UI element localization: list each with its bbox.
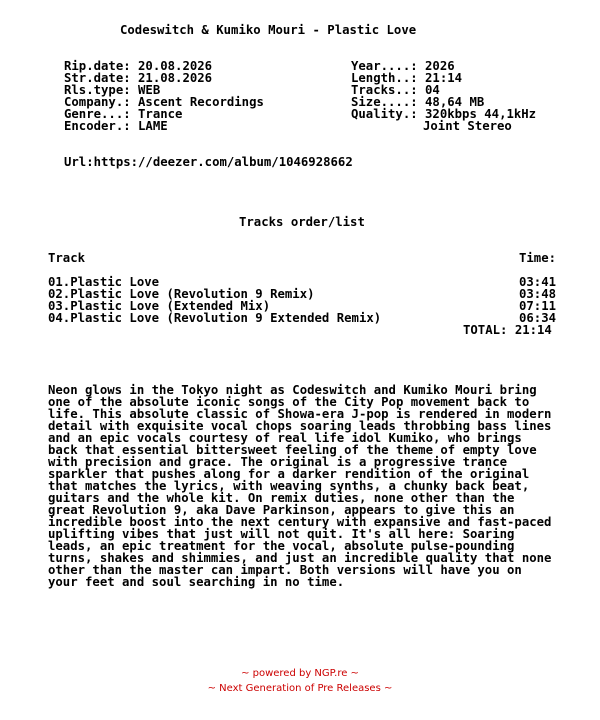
description-line: incredible boost into the next century with expansive and fast-paced [48,515,552,529]
description-line: guitars and the whole kit. On remix duties, none other than the [48,491,515,505]
footer-tagline: ~ Next Generation of Pre Releases ~ [207,683,393,694]
description-line: life. This absolute classic of Showa-era J-pop is rendered in modern [48,407,552,421]
description-line: Neon glows in the Tokyo night as Codeswitch and Kumiko Mouri bring [48,383,537,397]
size: Size....: 48,64 MB [351,95,485,109]
description-line: turns, shakes and shimmies, and just an incredible quality that none [48,551,552,565]
track-title: 04.Plastic Love (Revolution 9 Extended Remix) [48,311,382,325]
track-column-header: Track [48,251,86,265]
rip-date: Rip.date: 20.08.2026 [64,59,213,73]
rls-type: Rls.type: WEB [64,83,161,97]
genre: Genre...: Trance [64,107,183,121]
encoder: Encoder.: LAME [64,119,168,133]
description-line: other than the master can impart. Both versions will have you on [48,563,522,577]
description-line: leads, an epic treatment for the vocal, absolute pulse-pounding [48,539,515,553]
company: Company.: Ascent Recordings [64,95,264,109]
description-line: your feet and soul searching in no time. [48,575,345,589]
footer-powered-by: ~ powered by NGP.re ~ [241,668,359,679]
tracklist-heading: Tracks order/list [239,215,365,229]
stereo-mode: Joint Stereo [423,119,512,133]
description-line: sparkler that pushes along for a darker rendition of the original [48,467,530,481]
track-title: 01.Plastic Love [48,275,160,289]
track-title: 03.Plastic Love (Extended Mix) [48,299,271,313]
str-date: Str.date: 21.08.2026 [64,71,213,85]
year: Year....: 2026 [351,59,455,73]
tracks-count: Tracks..: 04 [351,83,440,97]
description-line: great Revolution 9, aka Dave Parkinson, appears to give this an [48,503,515,517]
description-line: and an epic vocals courtesy of real life idol Kumiko, who brings [48,431,522,445]
track-title: 02.Plastic Love (Revolution 9 Remix) [48,287,315,301]
total-time: TOTAL: 21:14 [463,323,552,337]
album-url: Url:https://deezer.com/album/1046928662 [64,155,353,169]
description-line: detail with exquisite vocal chops soaring leads throbbing bass lines [48,419,552,433]
track-time: 07:11 [519,299,557,313]
release-title: Codeswitch & Kumiko Mouri - Plastic Love [120,23,417,37]
description-line: that matches the lyrics, with weaving synths, a chunky back beat, [48,479,530,493]
track-time: 03:41 [519,275,557,289]
quality: Quality.: 320kbps 44,1kHz [351,107,537,121]
time-column-header: Time: [519,251,557,265]
description-line: one of the absolute iconic songs of the City Pop movement back to [48,395,530,409]
description-line: with precision and grace. The original is a progressive trance [48,455,508,469]
description-line: uplifting vibes that just will not quit. It's all here: Soaring [48,527,515,541]
track-time: 06:34 [519,311,557,325]
track-time: 03:48 [519,287,557,301]
description-line: back that essential bittersweet feeling of the theme of empty love [48,443,537,457]
length: Length..: 21:14 [351,71,463,85]
